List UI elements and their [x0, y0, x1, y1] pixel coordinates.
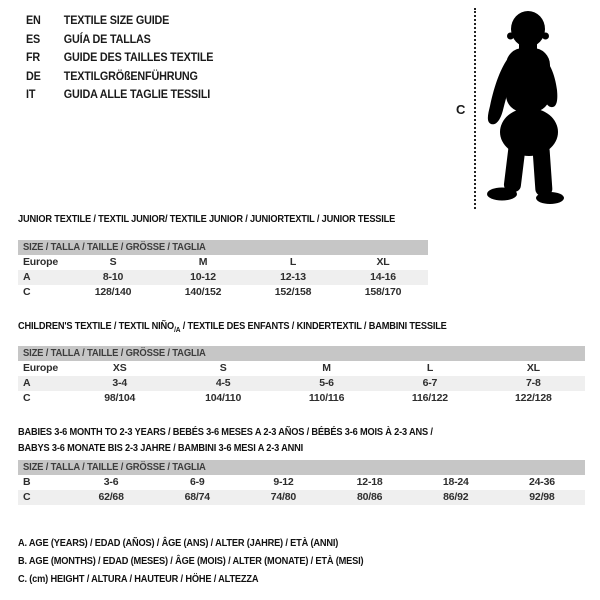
table-cell: S	[109, 256, 117, 268]
table-cell: 158/170	[364, 286, 402, 298]
table-cell: 6-9	[189, 476, 205, 488]
language-code: DE	[26, 68, 41, 83]
table-cell: 5-6	[319, 377, 334, 389]
table-row	[18, 490, 585, 505]
size-header-label: SIZE / TALLA / TAILLE / GRÖSSE / TAGLIA	[23, 461, 206, 473]
table-cell: 62/68	[98, 491, 124, 503]
table-cell: 80/86	[356, 491, 383, 503]
table-cell: 122/128	[515, 392, 552, 404]
babies-table-title-line2: BABYS 3-6 MONATE BIS 2-3 JAHRE / BAMBINI 3-6 MESI A 2-3 ANNI	[18, 442, 303, 454]
table-cell: 152/158	[274, 286, 312, 298]
table-cell: 12-13	[280, 271, 306, 283]
table-row	[18, 376, 585, 391]
list-item	[26, 85, 213, 104]
table-cell: 104/110	[205, 392, 242, 404]
table-cell: 140/152	[184, 286, 222, 298]
row-label: C	[23, 491, 31, 503]
table-row	[18, 255, 428, 270]
table-cell: S	[219, 362, 227, 374]
list-item	[26, 30, 213, 49]
children-table-title	[18, 320, 447, 336]
height-dotted-line	[474, 8, 476, 209]
table-cell: 110/116	[308, 392, 345, 404]
list-item	[26, 48, 213, 67]
table-cell: 9-12	[273, 476, 294, 488]
table-cell: 68/74	[184, 491, 210, 503]
table-row	[18, 475, 585, 490]
size-header-label: SIZE / TALLA / TAILLE / GRÖSSE / TAGLIA	[23, 347, 206, 359]
language-title: GUIDA ALLE TAGLIE TESSILI	[63, 87, 211, 102]
table-cell: 128/140	[94, 286, 132, 298]
table-cell: 92/98	[529, 491, 555, 503]
table-cell: 74/80	[270, 491, 297, 503]
table-cell: 6-7	[422, 377, 438, 389]
table-cell: 14-16	[370, 271, 396, 283]
language-title: GUÍA DE TALLAS	[63, 31, 151, 46]
table-cell: 18-24	[442, 476, 469, 488]
table-cell: 3-4	[112, 377, 127, 389]
height-measure-label: C	[456, 102, 466, 117]
baby-silhouette-image	[482, 8, 570, 206]
table-row	[18, 270, 428, 285]
size-header-label: SIZE / TALLA / TAILLE / GRÖSSE / TAGLIA	[23, 241, 206, 253]
language-code: IT	[26, 87, 36, 102]
table-cell: L	[426, 362, 434, 374]
table-cell: 3-6	[103, 476, 119, 488]
title-text: / TEXTILE DES ENFANTS / KINDERTEXTIL / BAMBINI TESSILE	[180, 320, 447, 332]
language-title: GUIDE DES TAILLES TEXTILE	[63, 50, 214, 65]
title-text: CHILDREN'S TEXTILE / TEXTIL NIÑO	[18, 320, 175, 332]
row-label: A	[23, 377, 31, 389]
title-subscript: /A	[174, 325, 181, 335]
table-cell: XL	[526, 362, 540, 374]
table-cell: 24-36	[529, 476, 555, 488]
table-cell: 116/122	[411, 392, 448, 404]
legend-line-b: B. AGE (MONTHS) / EDAD (MESES) / ÂGE (MOIS) / ALTER (MONATE) / ETÀ (MESI)	[18, 555, 364, 567]
children-size-table	[18, 346, 585, 406]
table-cell: 4-5	[215, 377, 231, 389]
junior-size-table	[18, 240, 428, 300]
table-cell: 12-18	[356, 476, 383, 488]
language-code: ES	[26, 31, 41, 46]
list-item	[26, 67, 213, 86]
size-header-bar	[18, 346, 585, 361]
size-header-bar	[18, 460, 585, 475]
table-cell: 86/92	[443, 491, 469, 503]
table-cell: XS	[112, 362, 127, 374]
row-label: A	[23, 271, 31, 283]
language-code: FR	[26, 50, 41, 65]
table-row	[18, 285, 428, 300]
table-cell: 8-10	[102, 271, 124, 283]
row-label: B	[23, 476, 31, 488]
legend-line-c: C. (cm) HEIGHT / ALTURA / HAUTEUR / HÖHE / ALTEZZA	[18, 573, 259, 585]
table-cell: 7-8	[526, 377, 541, 389]
table-cell: 10-12	[190, 271, 216, 283]
language-title: TEXTILGRÖßENFÜHRUNG	[63, 68, 198, 83]
row-label: C	[23, 286, 31, 298]
junior-table-title: JUNIOR TEXTILE / TEXTIL JUNIOR/ TEXTILE JUNIOR / JUNIORTEXTIL / JUNIOR TESSILE	[18, 213, 396, 225]
row-label: Europe	[23, 256, 58, 268]
language-code: EN	[26, 13, 41, 27]
row-label: Europe	[23, 362, 58, 374]
size-header-bar	[18, 240, 428, 255]
table-cell: M	[198, 256, 208, 268]
table-row	[18, 361, 585, 376]
language-title-list	[26, 11, 213, 104]
table-row	[18, 391, 585, 406]
table-cell: L	[289, 256, 297, 268]
babies-table-title-line1: BABIES 3-6 MONTH TO 2-3 YEARS / BEBÉS 3-6 MESES A 2-3 AÑOS / BÉBÉS 3-6 MOIS À 2-3 ANS /	[18, 426, 433, 438]
table-cell: M	[322, 362, 331, 374]
row-label: C	[23, 392, 31, 404]
table-cell: 98/104	[104, 392, 136, 404]
language-title: TEXTILE SIZE GUIDE	[63, 13, 170, 27]
legend-line-a: A. AGE (YEARS) / EDAD (AÑOS) / ÂGE (ANS) / ALTER (JAHRE) / ETÀ (ANNI)	[18, 537, 339, 549]
list-item	[26, 11, 213, 30]
babies-size-table	[18, 460, 585, 505]
table-cell: XL	[376, 256, 390, 268]
